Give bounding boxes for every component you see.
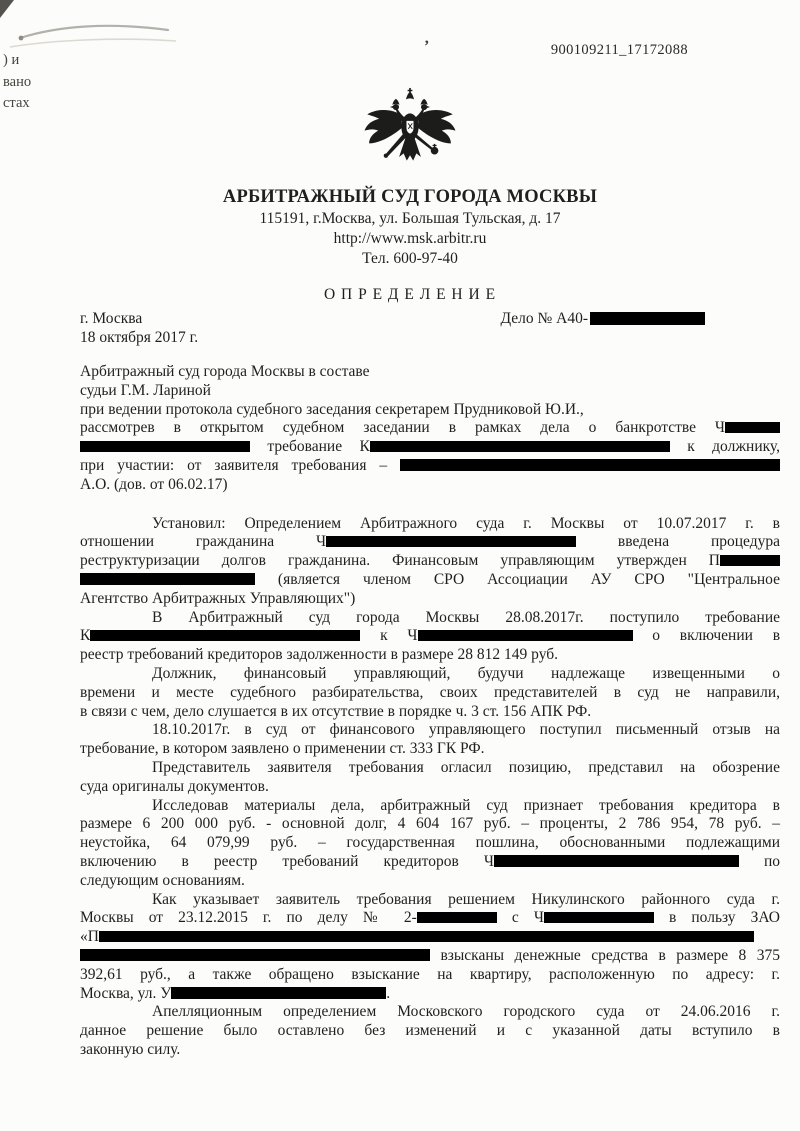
redaction-bar [80,949,430,961]
text-line: А.О. (дов. от 06.02.17) [80,475,228,493]
text-line: Агентство Арбитражных Управляющих") [80,589,356,607]
court-phone: Тел. 600-97-40 [362,250,458,267]
redaction-bar [171,987,386,999]
text-line: в связи с чем, дело слушается в их отсутствие в порядке ч. 3 ст. 156 АПК РФ. [80,702,592,720]
text-line: судьи Г.М. Лариной [80,381,211,399]
text-line: 18.10.2017г. в суд от финансового управляющего поступил письменный отзыв на [152,721,780,739]
redaction-bar [80,573,255,585]
text-line: при участии: от заявителя требования – [80,457,780,476]
text-line: при ведении протокола судебного заседания секретарем Прудниковой Ю.И., [80,400,584,418]
case-number-label: Дело № А40- [500,310,588,327]
text-line: времени и месте судебного разбирательства, своих представителей в суд не направили, [80,683,780,701]
stray-mark: ’ [424,38,430,55]
text-line: неустойка, 64 079,99 руб. – государственная пошлина, обоснованными подлежащими [80,834,780,852]
case-row [80,309,780,328]
margin-fragments [3,50,31,115]
russia-coat-of-arms-icon [80,85,740,180]
text-line: суда оригиналы документов. [80,777,269,795]
text-line: размере 6 200 000 руб. - основной долг, 4 604 167 руб. – проценты, 2 786 954, 78 руб. – [80,815,780,833]
text-line: взысканы денежные средства в размере 8 375 [80,947,780,966]
redaction-bar [494,855,739,867]
court-name: АРБИТРАЖНЫЙ СУД ГОРОДА МОСКВЫ [222,187,598,207]
redaction-bar [370,441,670,453]
text-line: (является членом СРО Ассоциации АУ СРО "Центральное [80,571,780,590]
place-label: г. Москва [80,310,143,327]
text-line: «П [80,928,780,947]
redaction-bar [417,912,497,924]
document-body [80,363,780,1060]
text-line: требование К к должнику, [80,438,780,457]
text-line: отношении гражданина Ч введена процедура [80,533,780,551]
court-website: http://www.msk.arbitr.ru [333,230,487,247]
text-line: Москвы от 23.12.2015 г. по делу № 2- с Ч в пользу ЗАО [80,909,780,927]
document-date: 18 октября 2017 г. [80,329,199,346]
redaction-bar [725,422,780,434]
redaction-bar [99,931,754,943]
text-line: Апелляционным определением Московского городского суда от 24.06.2016 г. [152,1003,780,1021]
text-line: К к Ч о включении в [80,627,781,645]
case-number [500,309,705,328]
text-line: следующим основаниям. [80,871,245,889]
text-line: реструктуризации долгов гражданина. Финансовым управляющим утвержден П [80,552,780,571]
margin-fragment: вано [3,73,32,90]
redaction-bar [400,459,780,471]
text-line: Должник, финансовый управляющий, будучи надлежаще извещенными о [152,664,780,682]
text-line: Москва, ул. У . [80,984,391,1002]
redaction-bar [326,536,576,548]
margin-fragment: стах [3,95,30,111]
text-line: законную силу. [80,1040,181,1058]
text-line: 392,61 руб., а также обращено взыскание на квартиру, расположенную по адресу: г. [80,965,780,983]
text-line: данное решение было оставлено без изменений и с указанной даты вступило в [80,1022,780,1040]
court-address: 115191, г.Москва, ул. Большая Тульская, д. 17 [259,210,561,227]
case-number-redaction-bar [590,312,705,325]
text-line: Как указывает заявитель требования решением Никулинского районного суда г. [152,890,780,908]
redaction-bar [544,912,654,924]
text-line: требование, в котором заявлено о применении ст. 333 ГК РФ. [80,740,485,758]
redaction-bar [418,630,633,642]
redaction-bar [80,441,250,453]
text-line: Арбитражный суд города Москвы в составе [80,363,370,380]
text-line: включению в реестр требований кредиторов Ч по [80,852,780,870]
document [80,85,780,1060]
text-line: Исследовав материалы дела, арбитражный суд признает требования кредитора в [152,796,780,814]
text-line: Установил: Определением Арбитражного суда г. Москвы от 10.07.2017 г. в [152,514,780,532]
redaction-bar [90,630,360,642]
pencil-mark [8,16,178,52]
court-header [80,85,740,269]
text-line: рассмотрев в открытом судебном заседании в рамках дела о банкротстве Ч [80,419,780,438]
text-line: В Арбитражный суд города Москвы 28.08.2017г. поступило требование [152,608,780,626]
margin-fragment: ) и [3,52,20,68]
scan-number: 900109211_17172088 [550,42,688,58]
text-line: Представитель заявителя требования огласил позицию, представил на обозрение [152,758,780,776]
text-line: реестр требований кредиторов задолженности в размере 28 812 149 руб. [80,646,558,664]
redaction-bar [720,555,780,567]
document-title: О П Р Е Д Е Л Е Н И Е [323,286,497,303]
